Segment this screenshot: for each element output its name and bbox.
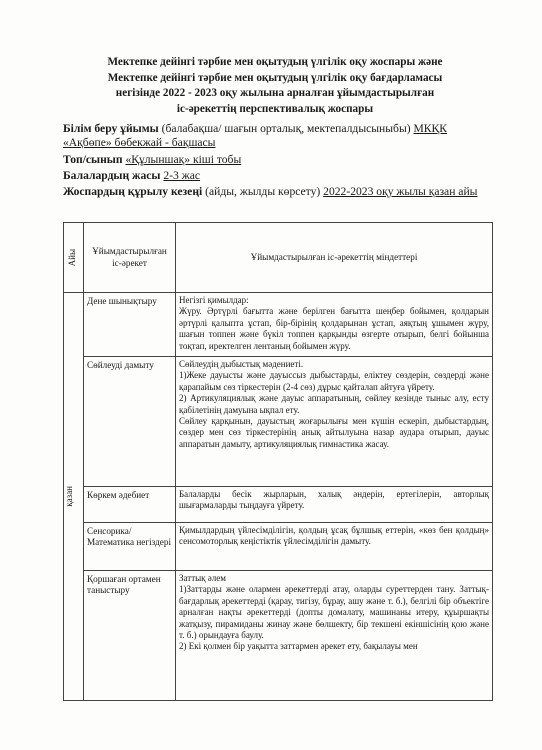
period-line: [63, 185, 493, 199]
activity-name: Көркем әдебиет: [84, 487, 176, 523]
org-line: [63, 122, 493, 150]
org-label: Білім беру ұйымы: [63, 122, 159, 135]
title-line-4: іс-әрекеттің перспективалық жоспары: [176, 102, 374, 115]
document-title: [60, 55, 490, 117]
period-label: Жоспардың құрылу кезеңі: [63, 185, 203, 198]
org-value: МКҚК «Ақбөпе» бөбекжай - бақшасы: [63, 122, 448, 149]
task-cell: Сөйлеудің дыбыстық мәдениеті. 1)Жеке дауысты және дауыссыз дыбыстарды, еліктеу сөздерін, сөздерді және қарапайым сөз тіркестерін (2-4 сөз) дұрыс қайталап айтуға үйрету. 2) Артикуляциялық және дауыс аппаратының, сөйлеу кезінде тыныс алу, есту қабілетінің дамуына ықпал ету. Сөйлеу қарқынын, дауыстың жоғарылығы мен күшін ескеріп, дыбыстардың, сөздер мен сөз тіркестерінің анық айтылуына назар аудара отырып, дауыс аппаратын дамыту, артикуляциялық гимнастика жасау.: [176, 357, 493, 487]
table-row: [64, 293, 493, 357]
month-cell: [64, 293, 84, 701]
group-label: Топ/сынып: [63, 153, 123, 166]
header-tasks: Ұйымдастырылған іс-әрекеттің міндеттері: [176, 223, 493, 293]
title-line-1: Мектепке дейінгі тәрбие мен оқытудың үлгілік оқу жоспары және: [107, 56, 443, 68]
activity-name: Қоршаған ортамен таныстыру: [84, 571, 176, 701]
table-row: [64, 357, 493, 487]
month-label: қазан: [64, 486, 74, 507]
table-row: [64, 571, 493, 701]
age-value: 2-3 жас: [163, 169, 201, 182]
title-line-3: негізінде 2022 - 2023 оқу жылына арналған ұйымдастырылған: [115, 87, 435, 100]
age-line: [63, 169, 493, 183]
table-row: [64, 487, 493, 523]
group-value: «Құлыншақ» кіші тобы: [125, 153, 242, 166]
activity-name: Сенсорика/ Математика негіздері: [84, 523, 176, 571]
task-cell: Негізгі қимылдар: Жүру. Әртүрлі бағытта және берілген бағытта шеңбер бойымен, қолдарын әртүрлі қалыпта ұстап, бір-бірінің қолдарынан ұстап, аяқтың ұшымен жүру, шағын топпен және бүкіл топпен қарқынды өзгерте отырып, белгі бойынша тоқтап, иректелген лентаның бойымен жүру.: [176, 293, 493, 357]
header-month: Айы: [64, 223, 84, 293]
table-header-row: [64, 223, 493, 293]
period-value: 2022-2023 оқу жылы қазан айы: [323, 185, 478, 198]
task-cell: Заттық әлем 1)Заттарды және олармен әрекеттерді атау, оларды суреттерден тану. Заттық-бағдарлық әрекеттерді (қарау, тигізу, бұрау, ашу және т. б.), белгілі бір объектіге арналған нақты әрекеттерді (допты домалату, машинаны итеру, құыршақты жатқызу, пирамиданы жинау және бөлшекту, бір текшені екіншісінің қою және т. б.) орындауға баулу. 2) Екі қолмен бір уақытта заттармен әрекет ету, бақылауы мен: [176, 571, 493, 701]
period-note: (айды, жылды көрсету): [205, 185, 321, 198]
org-note: (балабақша/ шағын орталық, мектепалдысыныбы): [161, 122, 411, 135]
task-cell: Қимылдардың үйлесімділігін, қолдың ұсақ бұлшық еттерін, «көз бен қолдың» сенсомоторлық кеңістіктік үйлесімділігін дамыту.: [176, 523, 493, 571]
header-activity: Ұйымдастырылған іс-әрекет: [84, 223, 176, 293]
activity-name: Дене шынықтыру: [84, 293, 176, 357]
task-cell: Балаларды бесік жырларын, халық әндерін, ертегілерін, авторлық шығармаларды тыңдауға үйрету.: [176, 487, 493, 523]
activity-name: Сөйлеуді дамыту: [84, 357, 176, 487]
age-label: Балалардың жасы: [63, 169, 161, 182]
group-line: [63, 153, 493, 167]
activity-table: [63, 222, 493, 701]
title-line-2: Мектепке дейінгі тәрбие мен оқытудың үлгілік оқу бағдарламасы: [107, 71, 443, 84]
table-row: [64, 523, 493, 571]
